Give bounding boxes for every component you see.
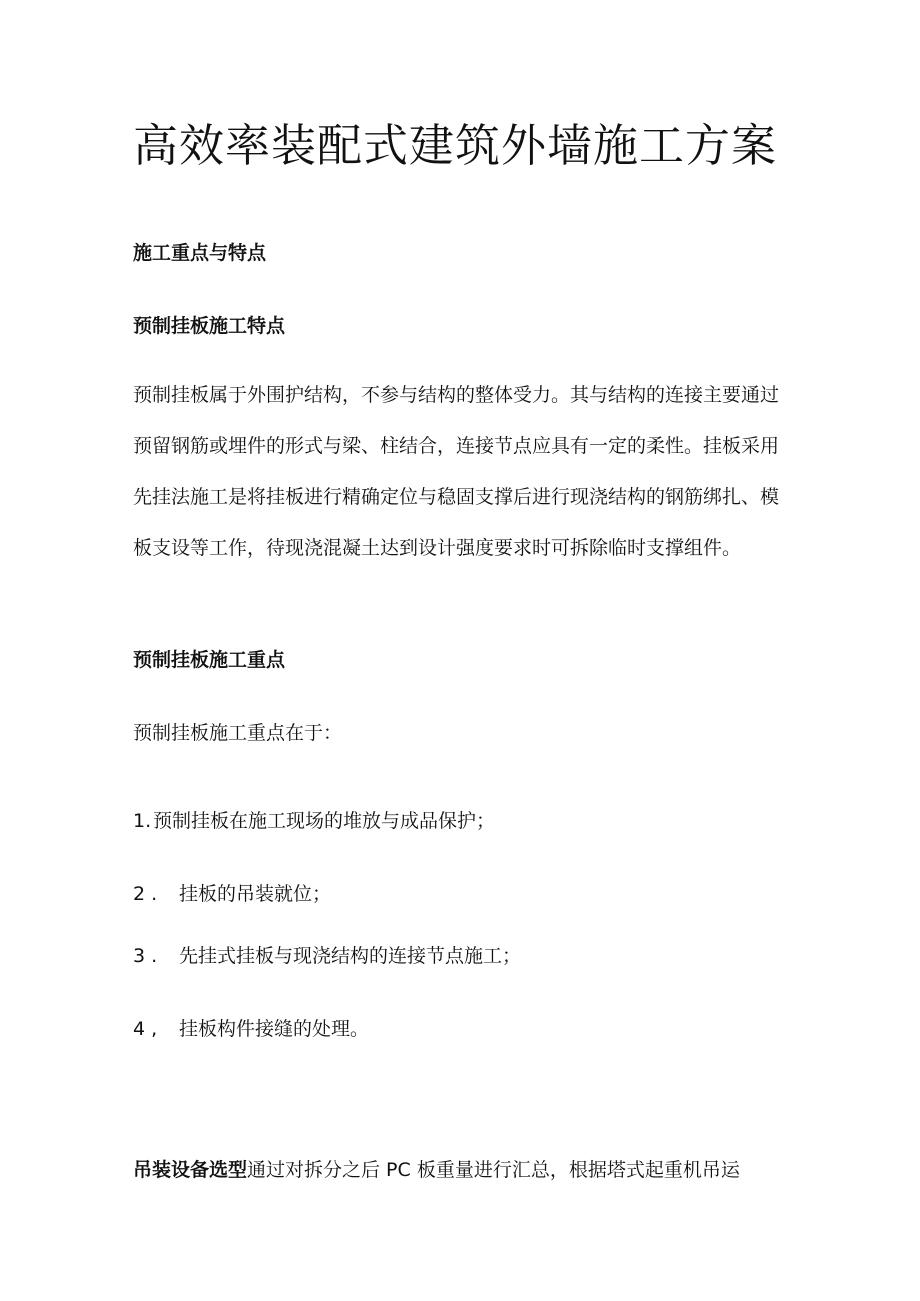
section-heading: 施工重点与特点	[133, 242, 267, 264]
list-item-text: 挂板的吊装就位；	[179, 883, 332, 905]
key-points-intro: 预制挂板施工重点在于：	[133, 722, 343, 744]
list-item-number: 4 ,	[133, 1018, 158, 1040]
subsection-heading-features: 预制挂板施工特点	[133, 315, 286, 337]
list-item-number: 1.	[133, 810, 152, 832]
list-item-number: 3 .	[133, 945, 158, 967]
list-item	[133, 943, 521, 969]
list-item-text: 先挂式挂板与现浇结构的连接节点施工；	[179, 945, 522, 967]
list-item-text: 挂板构件接缝的处理。	[179, 1018, 370, 1040]
list-item-text: 预制挂板在施工现场的堆放与成品保护；	[153, 810, 496, 832]
list-item	[133, 1016, 369, 1042]
list-item-number: 2 .	[133, 883, 158, 905]
list-item	[133, 881, 331, 907]
list-item	[133, 808, 495, 834]
subsection-heading-key-points: 预制挂板施工重点	[133, 649, 286, 671]
equipment-paragraph	[133, 1157, 740, 1183]
equipment-heading: 吊装设备选型	[133, 1159, 248, 1181]
document-title: 高效率装配式建筑外墙施工方案	[133, 119, 778, 172]
features-paragraph: 预制挂板属于外围护结构，不参与结构的整体受力。其与结构的连接主要通过预留钢筋或埋件的形式与梁、柱结合，连接节点应具有一定的柔性。挂板采用先挂法施工是将挂板进行精确定位与稳固支撑后进行现浇结构的钢筋绑扎、模板支设等工作，待现浇混凝土达到设计强度要求时可拆除临时支撑组件。	[133, 384, 780, 559]
equipment-text: 通过对拆分之后 PC 板重量进行汇总，根据塔式起重机吊运	[247, 1159, 740, 1181]
